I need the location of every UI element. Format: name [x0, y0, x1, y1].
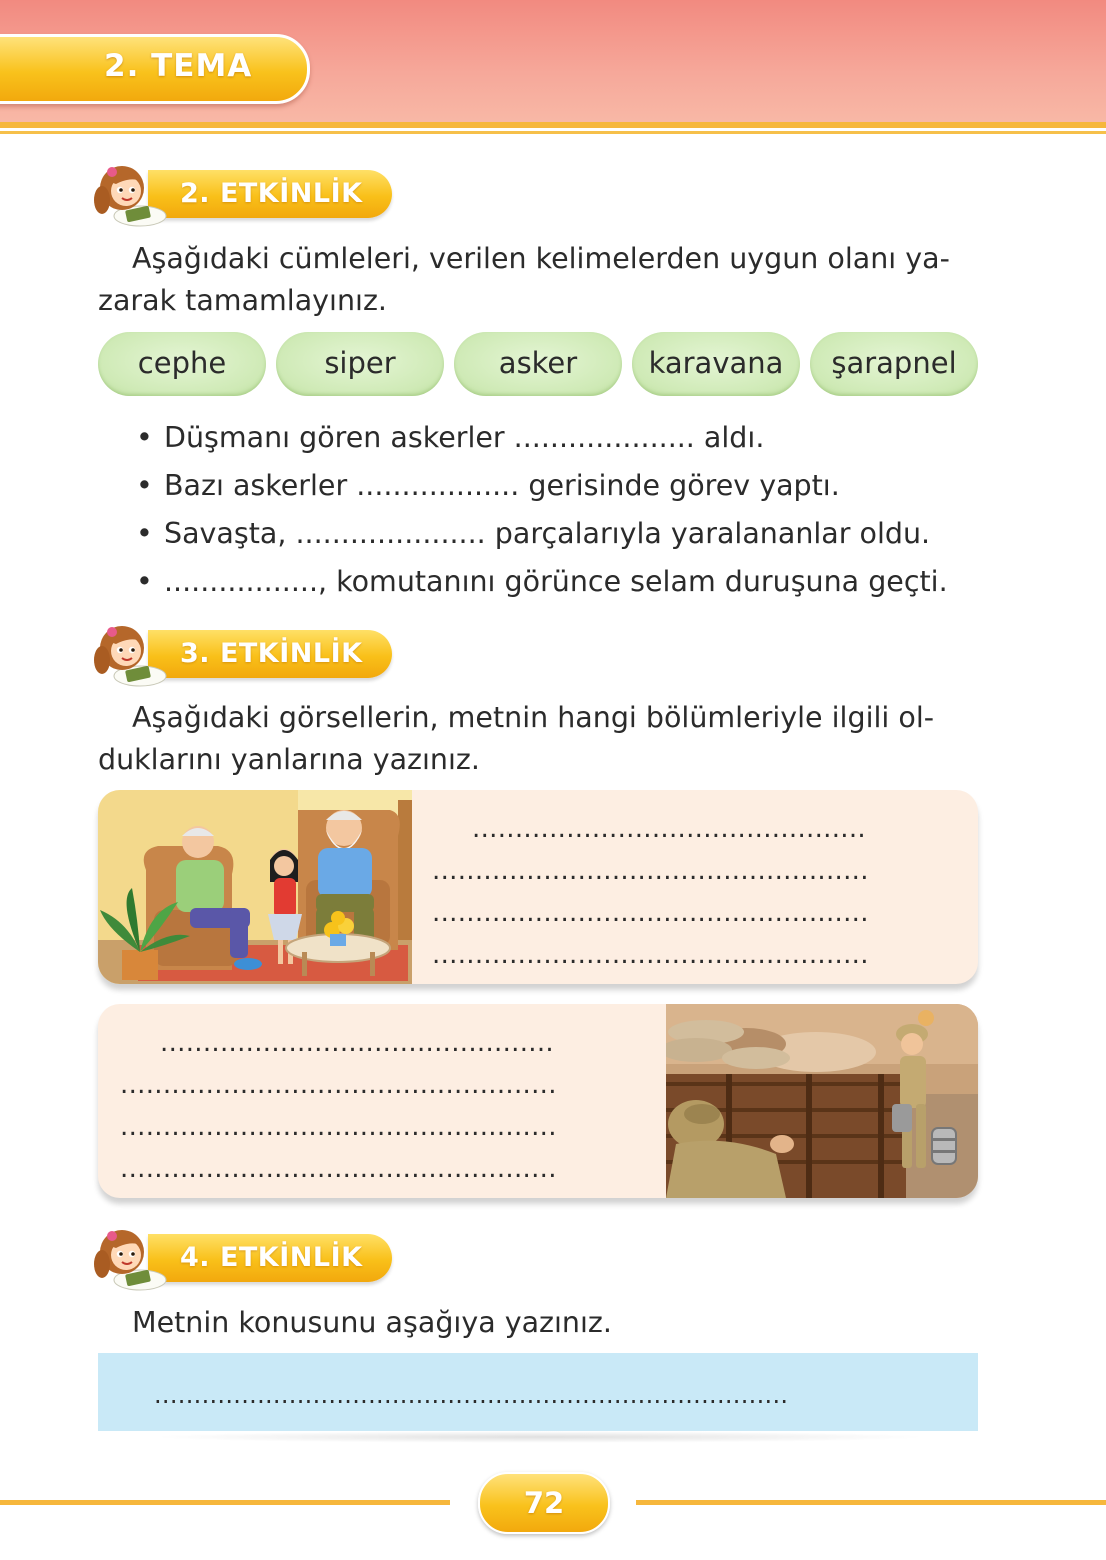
answer-line[interactable]: ...................................................: [120, 1112, 557, 1142]
answer-box-shadow: [150, 1431, 930, 1443]
activity-3-title: 3. ETKİNLİK: [180, 638, 363, 669]
bullet-icon: •: [136, 421, 153, 454]
activity-4-heading: [86, 1224, 396, 1294]
girl-reading-icon: [86, 1224, 170, 1294]
sentence-item: [136, 462, 986, 510]
bullet-icon: •: [136, 517, 153, 550]
answer-line[interactable]: ................................................................................: [154, 1381, 789, 1409]
sentence-text[interactable]: ................., komutanını görünce selam duruşuna geçti.: [164, 565, 948, 598]
instruction-line-1: Metnin konusunu aşağıya yazınız.: [132, 1306, 612, 1339]
activity-4-instruction: [98, 1302, 978, 1344]
sentence-item: [136, 558, 986, 606]
activity-4-title: 4. ETKİNLİK: [180, 1242, 363, 1273]
picture-panel-2: [98, 1004, 978, 1198]
instruction-line-2: zarak tamamlayınız.: [98, 284, 387, 317]
activity-3-heading: [86, 620, 396, 690]
activity-2-title: 2. ETKİNLİK: [180, 178, 363, 209]
word-chip-cephe[interactable]: cephe: [98, 332, 266, 396]
sentence-item: [136, 414, 986, 462]
answer-line[interactable]: ...................................................: [432, 898, 869, 928]
sentence-text[interactable]: Savaşta, ..................... parçalarıyla yaralananlar oldu.: [164, 517, 931, 550]
bullet-icon: •: [136, 469, 153, 502]
page-number: 72: [478, 1472, 610, 1534]
answer-line[interactable]: ...................................................: [432, 856, 869, 886]
girl-reading-icon: [86, 620, 170, 690]
sentence-item: [136, 510, 986, 558]
activity-3-instruction: [98, 697, 978, 781]
header-divider: [0, 122, 1106, 128]
fill-in-sentences: [136, 414, 986, 606]
word-chip-siper[interactable]: siper: [276, 332, 444, 396]
answer-line[interactable]: ...................................................: [432, 940, 869, 970]
word-chip-asker[interactable]: asker: [454, 332, 622, 396]
activity-2-heading: [86, 160, 396, 230]
word-chip-karavana[interactable]: karavana: [632, 332, 800, 396]
footer-line-left: [0, 1500, 450, 1505]
trench-soldiers-illustration: [666, 1004, 978, 1198]
activity-2-instruction: [98, 238, 978, 322]
girl-reading-icon: [86, 160, 170, 230]
word-chip-sarapnel[interactable]: şarapnel: [810, 332, 978, 396]
word-bank: [98, 332, 978, 396]
answer-line[interactable]: ...................................................: [120, 1070, 557, 1100]
header-divider-thin: [0, 131, 1106, 134]
footer-line-right: [636, 1500, 1106, 1505]
answer-line[interactable]: ..............................................: [472, 814, 866, 844]
answer-line[interactable]: ...................................................: [120, 1154, 557, 1184]
sentence-text[interactable]: Düşmanı gören askerler .................... aldı.: [164, 421, 765, 454]
bullet-icon: •: [136, 565, 153, 598]
sentence-text[interactable]: Bazı askerler .................. gerisinde görev yaptı.: [164, 469, 840, 502]
theme-label: 2. TEMA: [104, 48, 253, 84]
instruction-line-1: Aşağıdaki görsellerin, metnin hangi bölümleriyle ilgili ol-: [132, 701, 935, 734]
grandparents-living-room-illustration: [98, 790, 412, 984]
instruction-line-1: Aşağıdaki cümleleri, verilen kelimelerden uygun olanı ya-: [132, 242, 950, 275]
picture-panel-1: [98, 790, 978, 984]
topic-answer-box[interactable]: [98, 1353, 978, 1431]
answer-line[interactable]: ..............................................: [160, 1028, 554, 1058]
instruction-line-2: duklarını yanlarına yazınız.: [98, 743, 480, 776]
